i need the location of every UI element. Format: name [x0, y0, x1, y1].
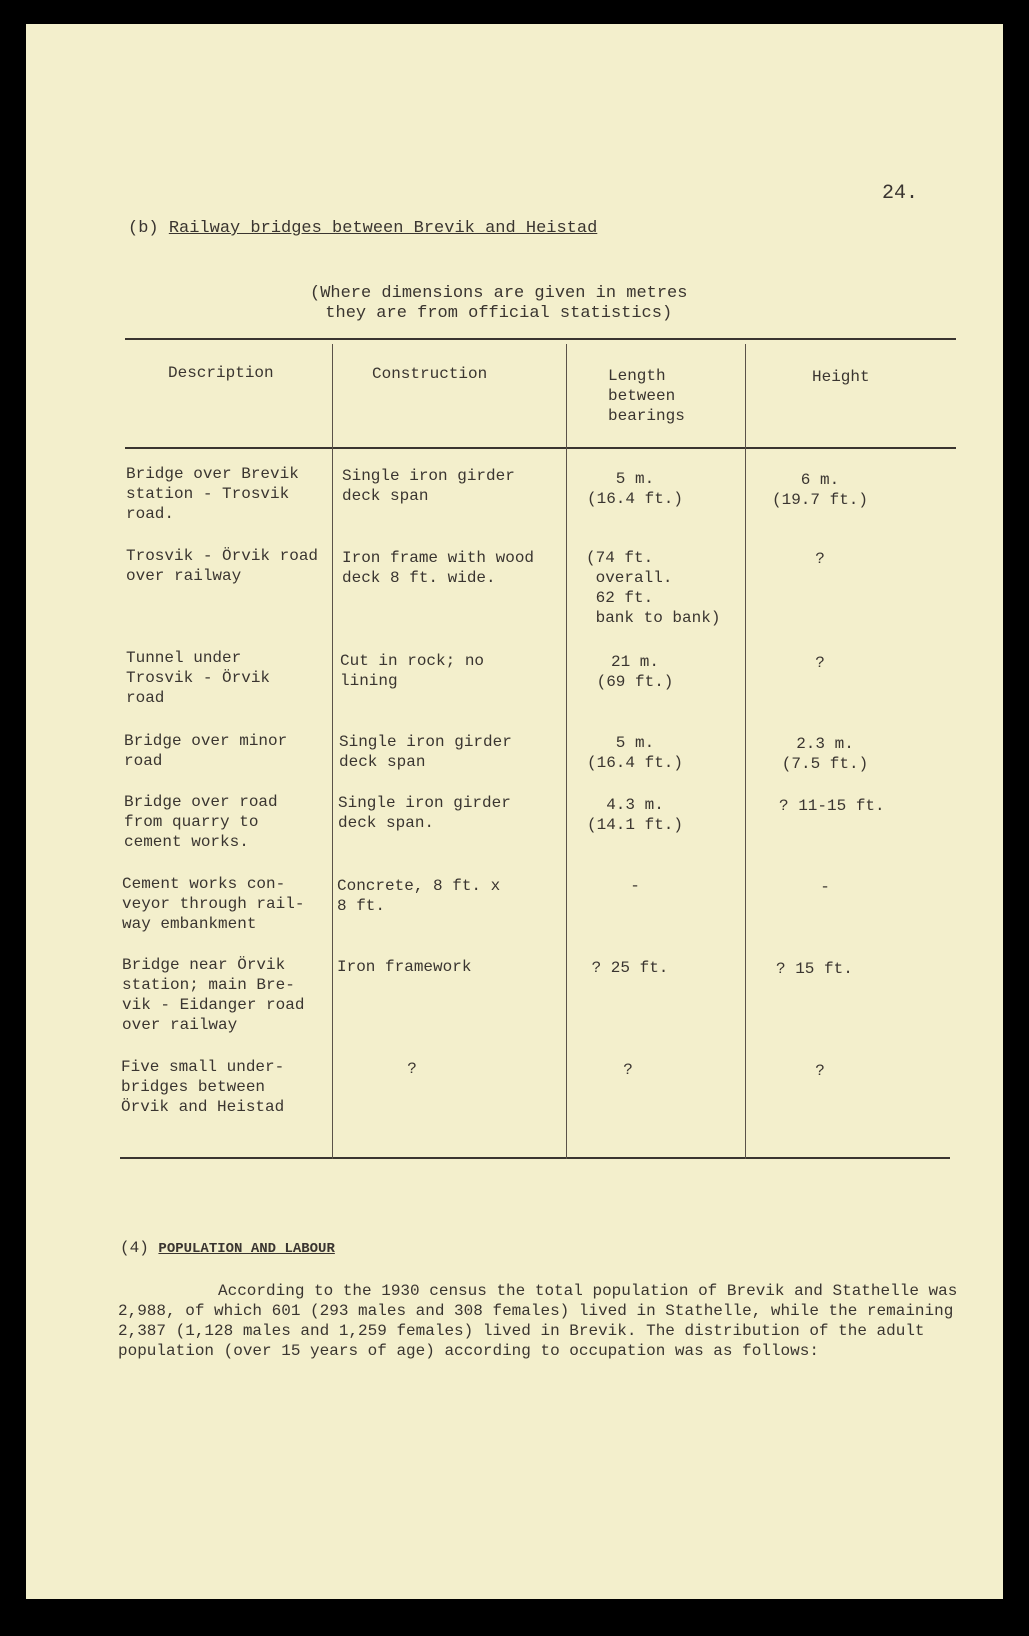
table-cell-description: Bridge over road from quarry to cement works.	[124, 793, 278, 851]
table-cell-construction: Single iron girder deck span.	[338, 794, 511, 832]
section-b-title: Railway bridges between Brevik and Heistad	[168, 219, 598, 238]
table-cell-construction: Single iron girder deck span	[342, 467, 515, 505]
table-cell-length: -	[630, 877, 640, 895]
table-cell-construction: Concrete, 8 ft. x 8 ft.	[337, 877, 501, 915]
header-construction: Construction	[372, 365, 488, 383]
table-cell-height: 6 m. (19.7 ft.)	[771, 471, 868, 509]
table-cell-height: ? 11-15 ft.	[779, 797, 885, 815]
table-cell-description: Five small under- bridges between Örvik and Heistad	[121, 1058, 285, 1116]
table-top-rule	[125, 338, 956, 340]
table-cell-length: 21 m. (69 ft.)	[596, 653, 674, 691]
section-b-heading	[128, 219, 597, 238]
column-divider	[566, 344, 567, 1159]
table-cell-construction: Iron framework	[337, 958, 472, 976]
table-cell-height: 2.3 m. (7.5 ft.)	[781, 735, 869, 773]
table-cell-construction: ?	[407, 1060, 417, 1078]
header-height: Height	[812, 368, 870, 386]
table-cell-description: Bridge over minor road	[124, 732, 288, 770]
table-bottom-rule	[120, 1157, 950, 1159]
page-number: 24.	[882, 182, 919, 205]
section-4-title: POPULATION AND LABOUR	[158, 1241, 335, 1257]
column-divider	[745, 344, 746, 1159]
table-cell-description: Trosvik - Örvik road over railway	[126, 547, 319, 585]
table-cell-construction: Cut in rock; no lining	[340, 652, 485, 690]
table-cell-description: Bridge near Örvik station; main Bre- vik - Eidanger road over railway	[122, 956, 305, 1034]
header-description: Description	[168, 364, 274, 382]
table-cell-description: Tunnel under Trosvik - Örvik road	[126, 649, 271, 707]
table-cell-construction: Single iron girder deck span	[339, 733, 512, 771]
table-cell-length: ? 25 ft.	[591, 959, 669, 977]
note-line: they are from official statistics)	[325, 304, 673, 323]
header-bottom-rule	[125, 447, 956, 449]
table-cell-height: -	[820, 878, 830, 896]
table-cell-construction: Iron frame with wood deck 8 ft. wide.	[342, 549, 535, 587]
table-cell-length: 5 m. (16.4 ft.)	[586, 734, 683, 772]
table-cell-length: ?	[623, 1061, 633, 1079]
table-cell-length: (74 ft. overall. 62 ft. bank to bank)	[586, 549, 721, 627]
table-cell-height: ? 15 ft.	[776, 960, 853, 978]
table-cell-description: Cement works con- veyor through rail- way embankment	[122, 875, 305, 933]
section-4-heading	[120, 1239, 335, 1257]
header-length: Length between bearings	[608, 367, 685, 425]
section-4-marker: (4)	[120, 1239, 149, 1257]
dimensions-note	[310, 284, 687, 324]
table-cell-description: Bridge over Brevik station - Trosvik road.	[126, 465, 299, 523]
population-paragraph: According to the 1930 census the total population of Brevik and Stathelle was 2,988, of which 601 (293 males and 308 females) lived in Stathelle, while the remaining 2,387 (1,128 males and 1,259 females) lived in Brevik. The distribution of the adult population (over 15 years of age) according to occupation was as follows:	[118, 1282, 958, 1360]
table-cell-length: 4.3 m. (14.1 ft.)	[586, 796, 683, 834]
table-cell-height: ?	[815, 550, 825, 568]
table-cell-height: ?	[815, 1062, 825, 1080]
table-cell-length: 5 m. (16.4 ft.)	[586, 470, 683, 508]
section-b-marker: (b)	[128, 219, 159, 238]
table-cell-height: ?	[815, 654, 825, 672]
note-line: (Where dimensions are given in metres	[310, 284, 688, 303]
column-divider	[332, 344, 333, 1159]
